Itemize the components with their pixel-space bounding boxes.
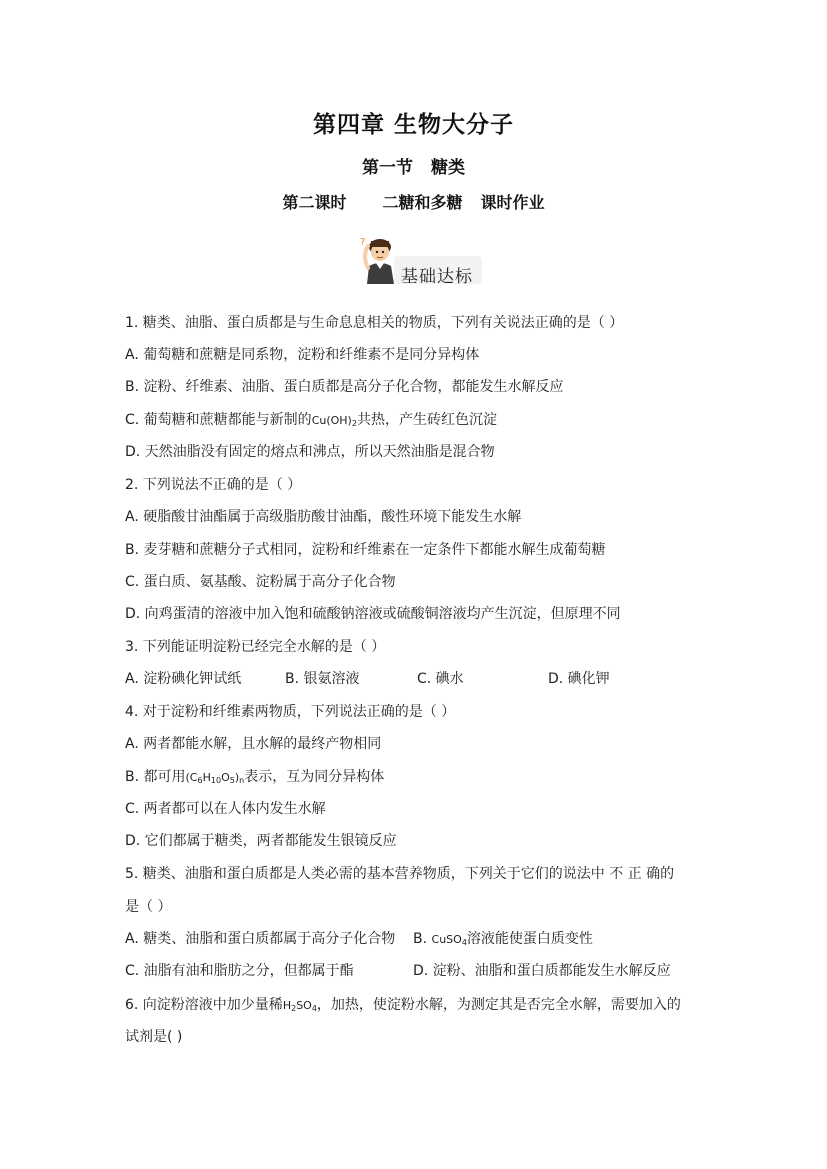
- question-1-option-a: A. 葡萄糖和蔗糖是同系物，淀粉和纤维素不是同分异构体: [125, 347, 480, 363]
- question-5-option-d: D. 淀粉、油脂和蛋白质都能发生水解反应: [413, 963, 671, 979]
- question-3-option-a: A. 淀粉碘化钾试纸: [125, 671, 242, 687]
- formula-subscript: 5: [229, 776, 235, 785]
- question-5-stem-line-1: 5. 糖类、油脂和蛋白质都是人类必需的基本营养物质，下列关于它们的说法中 不 正 确的: [125, 866, 675, 882]
- question-4-stem: 4. 对于淀粉和纤维素两物质，下列说法正确的是（ ）: [125, 704, 456, 720]
- option-c-text-end: 共热，产生砖红色沉淀: [356, 412, 497, 428]
- question-2-stem: 2. 下列说法不正确的是（ ）: [125, 477, 302, 493]
- question-3-option-d: D. 碘化钾: [548, 671, 610, 687]
- formula-part: CuSO: [431, 933, 462, 946]
- starch-formula: [186, 771, 245, 784]
- formula-part: ): [234, 771, 240, 784]
- question-2-option-c: C. 蛋白质、氨基酸、淀粉属于高分子化合物: [125, 574, 396, 590]
- stem-text: 6. 向淀粉溶液中加少量稀: [125, 997, 283, 1013]
- lesson-topic: 二糖和多糖: [382, 193, 463, 212]
- question-5-stem-line-2: 是（ ）: [125, 899, 172, 915]
- formula-part: Cu(OH): [311, 414, 352, 427]
- formula-part: H: [282, 999, 292, 1012]
- section-name: 糖类: [431, 158, 465, 178]
- question-1-stem: 1. 糖类、油脂、蛋白质都是与生命息息相关的物质，下列有关说法正确的是（ ）: [125, 315, 624, 331]
- chapter-title: 第四章 生物大分子: [312, 111, 514, 138]
- lesson-number: 第二课时: [282, 193, 347, 212]
- formula-part: (C: [185, 771, 198, 784]
- lesson-title: [0, 190, 827, 213]
- question-4-option-c: C. 两者都可以在人体内发生水解: [125, 801, 326, 817]
- formula-subscript: 2: [351, 419, 357, 428]
- badge-label: 基础达标: [401, 267, 473, 287]
- question-6-stem-line-2: 试剂是( ): [125, 1029, 183, 1045]
- question-3-stem: 3. 下列能证明淀粉已经完全水解的是（ ）: [125, 639, 386, 655]
- question-6-stem-line-1: [125, 995, 681, 1019]
- option-c-text: C. 葡萄糖和蔗糖都能与新制的: [125, 412, 312, 428]
- option-b-text: B. 都可用: [125, 769, 186, 785]
- copper-hydroxide-formula: [312, 414, 357, 427]
- lesson-type: 课时作业: [480, 193, 545, 212]
- formula-subscript: 2: [291, 1004, 297, 1013]
- question-5-option-c: C. 油脂有油和脂肪之分，但都属于酯: [125, 963, 354, 979]
- question-2-option-d: D. 向鸡蛋清的溶液中加入饱和硫酸钠溶液或硫酸铜溶液均产生沉淀，但原理不同: [125, 606, 621, 622]
- formula-part: SO: [296, 999, 312, 1012]
- formula-subscript: 6: [197, 776, 203, 785]
- question-1-option-d: D. 天然油脂没有固定的熔点和沸点，所以天然油脂是混合物: [125, 444, 495, 460]
- formula-subscript: 10: [210, 776, 222, 785]
- stem-text-end: ，加热，使淀粉水解，为测定其是否完全水解，需要加入的: [316, 997, 681, 1013]
- question-4-option-a: A. 两者都能水解，且水解的最终产物相同: [125, 736, 382, 752]
- formula-part: O: [221, 771, 230, 784]
- question-5-option-a: A. 糖类、油脂和蛋白质都属于高分子化合物: [125, 931, 396, 947]
- svg-text:?: ?: [360, 237, 366, 248]
- section-number: 第一节: [362, 158, 413, 178]
- question-3-option-b: B. 银氨溶液: [285, 671, 360, 687]
- copper-sulfate-formula: [432, 933, 467, 946]
- question-4-option-d: D. 它们都属于糖类，两者都能发生银镜反应: [125, 833, 397, 849]
- formula-subscript: 4: [461, 938, 467, 947]
- question-5-option-b: [413, 929, 593, 953]
- sulfuric-acid-formula: [283, 999, 317, 1012]
- question-2-option-b: B. 麦芽糖和蔗糖分子式相同，淀粉和纤维素在一定条件下都能水解生成葡萄糖: [125, 542, 606, 558]
- section-title: [0, 153, 827, 178]
- question-4-option-b: [125, 767, 384, 791]
- question-1-option-c: [125, 410, 497, 434]
- formula-subscript: 4: [311, 1004, 317, 1013]
- question-1-option-b: B. 淀粉、纤维素、油脂、蛋白质都是高分子化合物，都能发生水解反应: [125, 379, 564, 395]
- option-b-text-end: 溶液能使蛋白质变性: [466, 931, 593, 947]
- formula-subscript: n: [239, 776, 245, 785]
- formula-part: H: [202, 771, 211, 784]
- option-b-text-end: 表示，互为同分异构体: [244, 769, 385, 785]
- option-b-text: B.: [413, 931, 432, 947]
- question-2-option-a: A. 硬脂酸甘油酯属于高级脂肪酸甘油酯，酸性环境下能发生水解: [125, 509, 522, 525]
- question-3-option-c: C. 碘水: [417, 671, 464, 687]
